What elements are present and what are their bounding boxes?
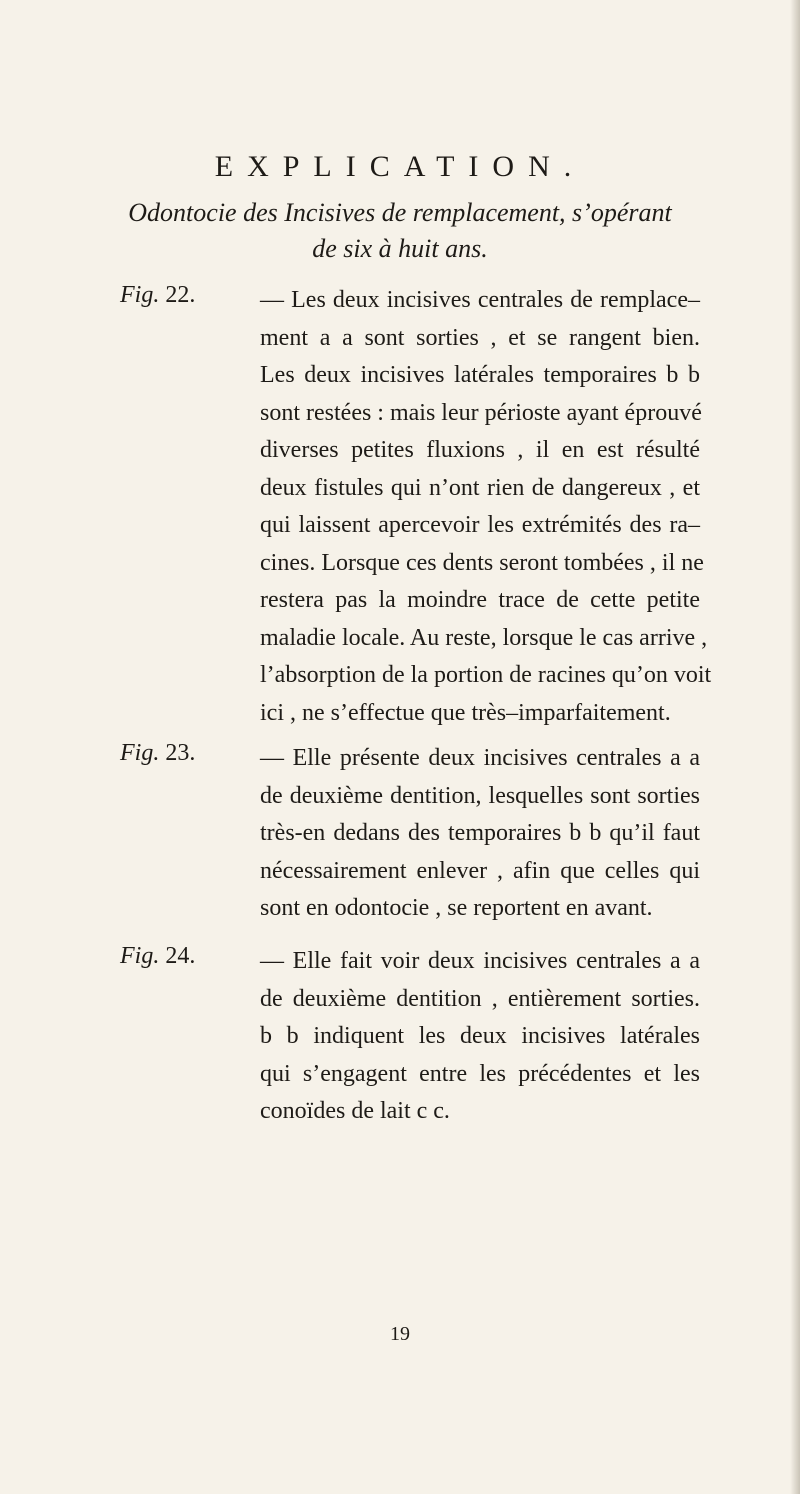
figure-label — [120, 282, 195, 309]
text-line: l’absorption de la portion de racines qu’on voit — [260, 662, 712, 688]
text-line: ici , ne s’effectue que très–imparfaitement. — [260, 699, 671, 726]
text-line: cines. Lorsque ces dents seront tombées , il ne — [260, 549, 704, 576]
fig-word: Fig. — [120, 740, 160, 766]
text-line: — Elle fait voir deux incisives centrales a a — [260, 948, 700, 974]
text-line: de deuxième dentition, lesquelles sont sorties — [260, 782, 700, 809]
fig-number: 23. — [165, 740, 196, 766]
text-line: b b indiquent les deux incisives latérales — [260, 1023, 700, 1049]
figure-description — [260, 282, 712, 732]
text-line: — Elle présente deux incisives centrales a a — [260, 745, 700, 771]
figure-label — [120, 740, 195, 767]
fig-word: Fig. — [120, 282, 160, 308]
text-line: qui laissent apercevoir les extrémités des ra– — [260, 512, 700, 538]
page-title: EXPLICATION. — [214, 150, 586, 183]
text-line: très-en dedans des temporaires b b qu’il faut — [260, 820, 700, 846]
text-line: conoïdes de lait c c. — [260, 1098, 450, 1124]
fig-word: Fig. — [120, 943, 160, 969]
figure-description — [260, 740, 700, 928]
subtitle-line-2: de six à huit ans. — [312, 234, 488, 263]
figure-label — [120, 943, 195, 970]
page-subtitle — [0, 195, 800, 267]
figure-description — [260, 943, 700, 1131]
text-line: — Les deux incisives centrales de remplace– — [260, 287, 700, 313]
text-line: maladie locale. Au reste, lorsque le cas arrive , — [260, 624, 708, 651]
text-line: sont restées : mais leur périoste ayant éprouvé — [260, 399, 702, 426]
text-line: deux fistules qui n’ont rien de dangereux , et — [260, 474, 700, 501]
text-line: restera pas la moindre trace de cette petite — [260, 587, 700, 613]
fig-number: 24. — [165, 943, 196, 969]
text-line: ment a a sont sorties , et se rangent bien. — [260, 324, 700, 351]
text-line: qui s’engagent entre les précédentes et les — [260, 1060, 700, 1087]
subtitle-line-1: Odontocie des Incisives de remplacement, s’opérant — [128, 198, 672, 227]
page-number: 19 — [390, 1323, 410, 1345]
text-line: de deuxième dentition , entièrement sorties. — [260, 985, 700, 1012]
fig-number: 22. — [165, 282, 196, 308]
text-line: Les deux incisives latérales temporaires b b — [260, 362, 700, 388]
text-line: nécessairement enlever , afin que celles qui — [260, 857, 700, 884]
text-line: sont en odontocie , se reportent en avant. — [260, 895, 653, 921]
text-line: diverses petites fluxions , il en est résulté — [260, 437, 700, 463]
